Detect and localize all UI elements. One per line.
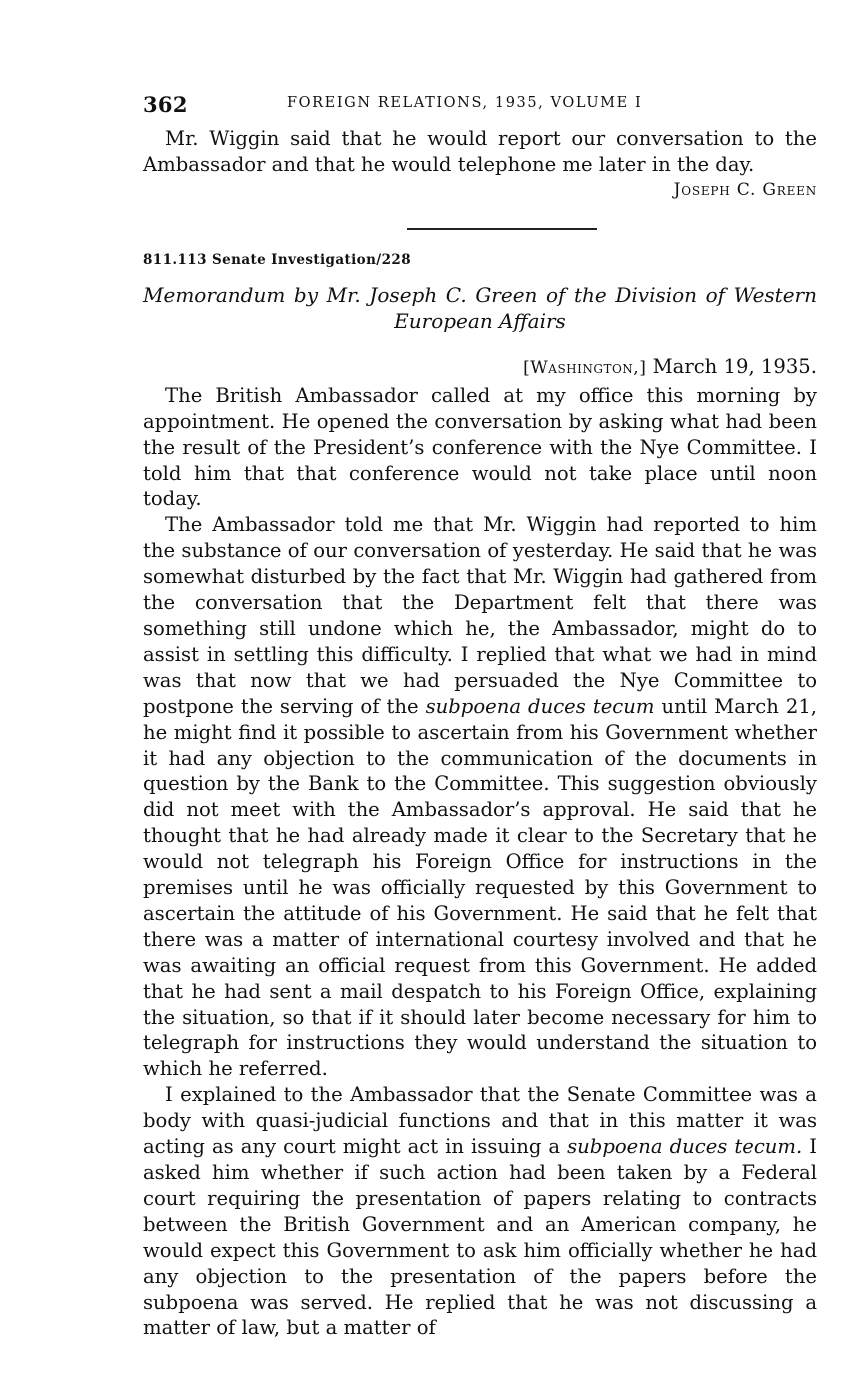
page-number: 362 bbox=[143, 92, 188, 117]
running-head: FOREIGN RELATIONS, 1935, VOLUME I bbox=[287, 95, 643, 111]
paragraph-2 bbox=[143, 512, 817, 1082]
document-title: Memorandum by Mr. Joseph C. Green of the Division of Western European Affairs bbox=[143, 282, 817, 333]
paragraph-3-text-b: I asked him whether if such action had been taken by a Federal court requiring the presentation of papers relating to contracts between the British Government and an American company, he would expect this Government to ask him officially whether he had any objection to the presentation of the papers before the subpoena was served. He replied that he was not discussing a matter of law, but a matter of bbox=[143, 1135, 818, 1340]
paragraph-2-text-b: until March 21, he might find it possible to ascertain from his Government whether it had any objection to the communication of the documents in question by the Bank to the Committee. This suggestion obviously did not meet with the Ambassador’s approval. He said that he thought that he had already made it clear to the Secretary that he would not telegraph his Foreign Office for instructions in the premises until he was officially requested by this Government to ascertain the attitude of his Government. He said that he felt that there was a matter of international courtesy involved and that he was awaiting an official request from this Government. He added that he had sent a mail despatch to his Foreign Office, explaining the situation, so that if it should later become necessary for him to telegraph for instructions they would understand the situation to which he referred. bbox=[143, 694, 818, 1081]
dateline bbox=[143, 354, 817, 381]
paragraph-3-text-a: I explained to the Ambassador that the Senate Committee was a body with quasi-judicial functions and that in this matter it was acting as any court might act in issuing a bbox=[143, 1083, 817, 1159]
section-divider bbox=[407, 228, 597, 230]
paragraph-2-latin-term: subpoena duces tecum bbox=[425, 694, 655, 718]
previous-document-closing-paragraph: Mr. Wiggin said that he would report our conversation to the Ambassador and that he would telephone me later in the day. bbox=[143, 127, 817, 176]
signature: Joseph C. Green bbox=[673, 179, 817, 200]
paragraph-3-latin-term: subpoena duces tecum. bbox=[567, 1135, 803, 1159]
dateline-date: March 19, 1935. bbox=[652, 354, 817, 378]
file-reference: 811.113 Senate Investigation/228 bbox=[143, 251, 411, 268]
dateline-place: [Washington,] bbox=[523, 357, 647, 378]
paragraph-3 bbox=[143, 1082, 817, 1341]
page-header bbox=[143, 92, 817, 120]
document-page bbox=[143, 92, 817, 1341]
paragraph-2-text-a: The Ambassador told me that Mr. Wiggin had reported to him the substance of our conversation of yesterday. He said that he was somewhat disturbed by the fact that Mr. Wiggin had gathered from the conversation that the Department felt that there was something still undone which he, the Ambassador, might do to assist in settling this difficulty. I replied that what we had in mind was that now that we had persuaded the Nye Committee to postpone the serving of the bbox=[143, 513, 817, 718]
paragraph-1: The British Ambassador called at my office this morning by appointment. He opened the conversation by asking what had been the result of the President’s conference with the Nye Committee. I told him that that conference would not take place until noon today. bbox=[143, 383, 817, 511]
